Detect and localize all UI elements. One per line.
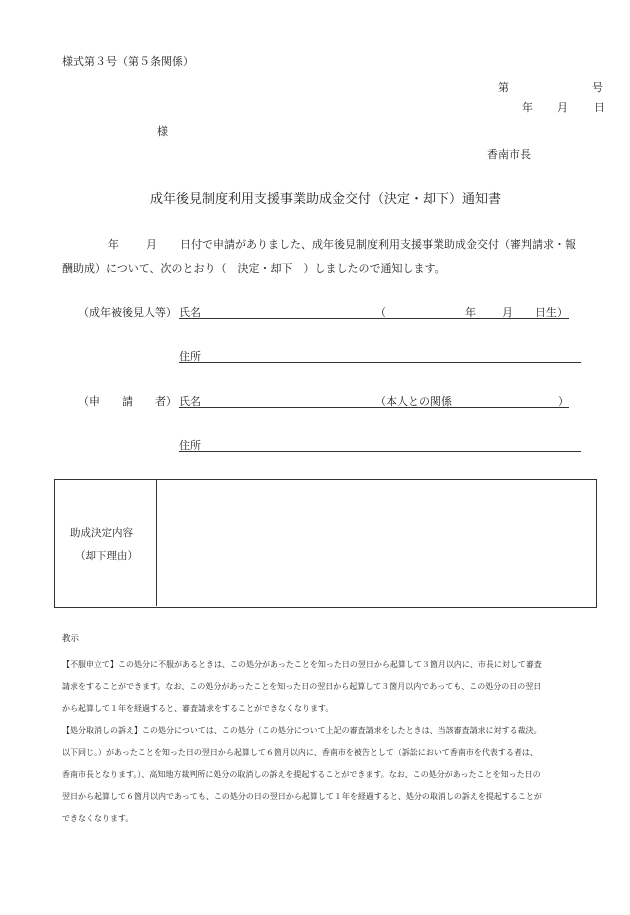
applicant-name-underline — [179, 407, 569, 408]
notice-heading: 教示 — [62, 634, 80, 644]
notice-line: 以下同じ。）があったことを知った日の翌日から起算して６箇月以内に、香南市を被告として（訴訟において香南市を代表する者は、 — [62, 748, 538, 757]
ward-birth-year: 年 — [465, 306, 476, 319]
document-title: 成年後見制度利用支援事業助成金交付（決定・却下）通知書 — [150, 192, 502, 207]
date-year: 年 — [522, 101, 533, 114]
ward-name-underline — [179, 318, 569, 319]
form-number: 様式第３号（第５条関係） — [62, 55, 194, 68]
decision-content-area[interactable] — [158, 481, 593, 604]
decision-label-line-1: 助成決定内容 — [70, 527, 133, 539]
ward-label: （成年被後見人等） — [78, 306, 177, 319]
notice-line: 【処分取消しの訴え】この処分については、この処分（この処分について上記の審査請求をしたときは、当該審査請求に対する裁決。 — [62, 726, 542, 735]
applicant-label: （申 請 者） — [78, 395, 177, 408]
decision-box-divider — [156, 480, 157, 606]
notice-line: 請求をすることができます。なお、この処分があったことを知った日の翌日から起算して３箇月以内であっても、この処分の日の翌日 — [62, 682, 542, 691]
notice-line: できなくなります。 — [62, 814, 134, 823]
ward-name-label: 氏名 — [179, 306, 201, 319]
notice-line: 翌日から起算して６箇月以内であっても、この処分の日の翌日から起算して１年を経過すると、処分の取消しの訴えを提起することが — [62, 792, 542, 801]
notice-line: から起算して１年を経過すると、審査請求をすることができなくなります。 — [62, 704, 334, 713]
ward-birth-day: 日生） — [535, 306, 568, 319]
body-month: 月 — [146, 238, 157, 251]
applicant-address-underline — [179, 451, 581, 452]
ward-birth-month: 月 — [502, 306, 513, 319]
addressee-suffix: 様 — [157, 125, 168, 138]
applicant-relation-close: ） — [558, 395, 569, 408]
issuer-name: 香南市長 — [487, 148, 531, 161]
applicant-relation-label: （本人との関係 — [375, 395, 452, 408]
body-line-1: 日付で申請がありました、成年後見制度利用支援事業助成金交付（審判請求・報 — [180, 238, 576, 251]
body-line-2: 酬助成）について、次のとおり（ 決定・却下 ）しましたので通知します。 — [62, 262, 446, 275]
notice-text — [62, 654, 542, 830]
date-month: 月 — [557, 101, 568, 114]
notice-line: 【不服申立て】この処分に不服があるときは、この処分があったことを知った日の翌日から起算して３箇月以内に、市長に対して審査 — [62, 660, 542, 669]
doc-number-suffix: 号 — [592, 81, 603, 94]
date-day: 日 — [594, 101, 605, 114]
applicant-name-label: 氏名 — [179, 395, 201, 408]
body-year: 年 — [108, 238, 119, 251]
ward-address-label: 住所 — [179, 350, 201, 363]
decision-label-line-2: （却下理由） — [75, 550, 138, 562]
notice-line: 香南市長となります。）、高知地方裁判所に処分の取消しの訴えを提起することができます。なお、この処分があったことを知った日の — [62, 770, 541, 779]
ward-address-underline — [179, 362, 581, 363]
ward-paren-open: （ — [375, 306, 386, 319]
applicant-address-label: 住所 — [179, 439, 201, 452]
doc-number-prefix: 第 — [498, 81, 509, 94]
